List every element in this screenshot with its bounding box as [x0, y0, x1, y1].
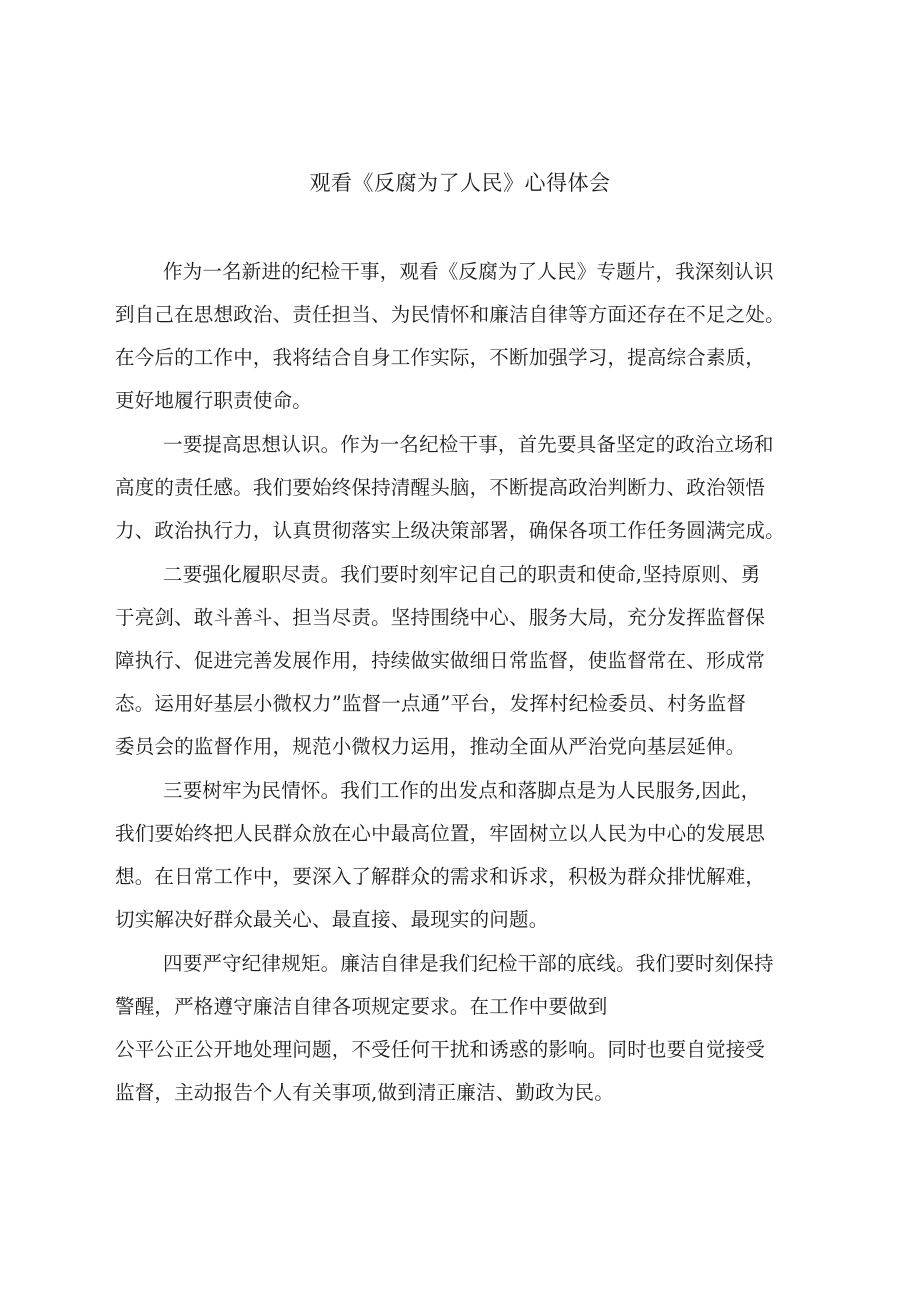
- text-line: 监督，主动报告个人有关事项,做到清正廉洁、勤政为民。: [115, 1081, 614, 1104]
- text-line: 二要强化履职尽责。我们要时刻牢记自己的职责和使命,坚持原则、勇: [163, 563, 761, 586]
- text-line: 三要树牢为民情怀。我们工作的出发点和落脚点是为人民服务,因此，: [163, 779, 761, 802]
- text-line: 委员会的监督作用，规范小微权力运用，推动全面从严治党向基层延伸。: [115, 735, 746, 758]
- text-line: 四要严守纪律规矩。廉洁自律是我们纪检干部的底线。我们要时刻保持: [163, 952, 774, 975]
- text-line: 更好地履行职责使命。: [115, 389, 313, 412]
- text-line: 到自己在思想政治、责任担当、为民情怀和廉洁自律等方面还存在不足之处。: [115, 303, 785, 326]
- text-line: 想。在日常工作中，要深入了解群众的需求和诉求，积极为群众排忧解难，: [115, 865, 766, 888]
- text-line: 一要提高思想认识。作为一名纪检干事，首先要具备坚定的政治立场和: [163, 433, 774, 456]
- text-line: 在今后的工作中，我将结合自身工作实际，不断加强学习，提高综合素质，: [115, 346, 766, 369]
- document-title: 观看《反腐为了人民》心得体会: [309, 171, 611, 195]
- text-line: 高度的责任感。我们要始终保持清醒头脑，不断提高政治判断力、政治领悟: [115, 476, 766, 499]
- text-line: 警醒，严格遵守廉洁自律各项规定要求。在工作中要做到: [115, 995, 608, 1018]
- text-line: 于亮剑、敢斗善斗、担当尽责。坚持围绕中心、服务大局，充分发挥监督保: [115, 606, 766, 629]
- text-line: 态。运用好基层小微权力”监督一点通”平台，发挥村纪检委员、村务监督: [115, 692, 747, 715]
- text-line: 公平公正公开地处理问题，不受任何干扰和诱惑的影响。同时也要自觉接受: [115, 1038, 766, 1061]
- text-line: 障执行、促进完善发展作用，持续做实做细日常监督，使监督常在、形成常: [115, 649, 766, 672]
- text-line: 我们要始终把人民群众放在心中最高位置，牢固树立以人民为中心的发展思: [115, 822, 766, 845]
- text-line: 作为一名新进的纪检干事，观看《反腐为了人民》专题片，我深刻认识: [163, 260, 774, 283]
- text-line: 力、政治执行力，认真贯彻落实上级决策部署，确保各项工作任务圆满完成。: [115, 519, 785, 542]
- text-line: 切实解决好群众最关心、最直接、最现实的问题。: [115, 908, 549, 931]
